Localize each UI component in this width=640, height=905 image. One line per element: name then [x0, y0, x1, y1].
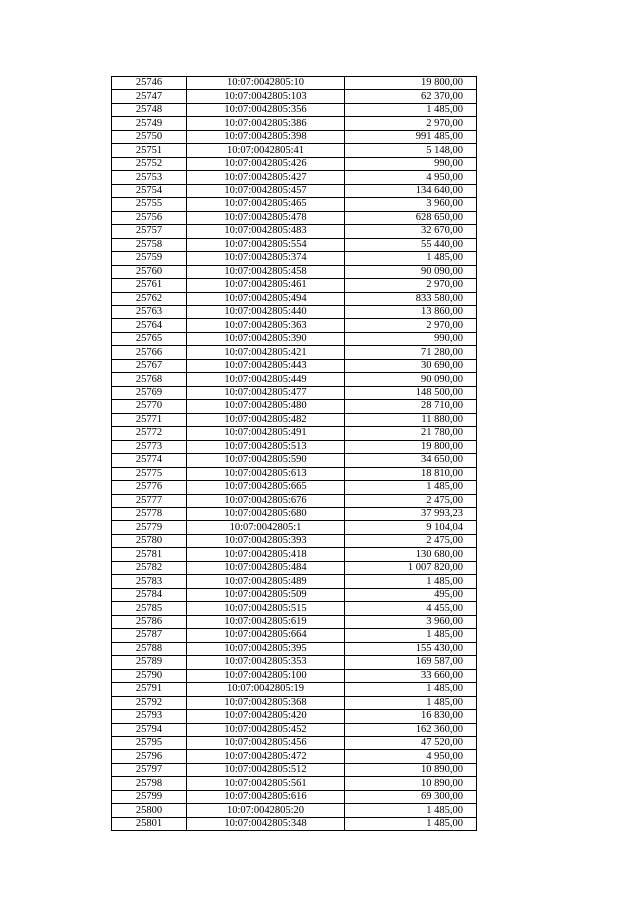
value-cell: 1 485,00: [345, 696, 477, 709]
row-number-cell: 25747: [112, 90, 187, 103]
row-number-cell: 25785: [112, 602, 187, 615]
cadastral-number-cell: 10:07:0042805:680: [187, 508, 345, 521]
row-number-cell: 25795: [112, 736, 187, 749]
row-number-cell: 25766: [112, 346, 187, 359]
table-row: [112, 723, 477, 736]
table-row: [112, 427, 477, 440]
cadastral-number-cell: 10:07:0042805:41: [187, 144, 345, 157]
cadastral-number-cell: 10:07:0042805:676: [187, 494, 345, 507]
cadastral-number-cell: 10:07:0042805:363: [187, 319, 345, 332]
row-number-cell: 25784: [112, 588, 187, 601]
cadastral-number-cell: 10:07:0042805:390: [187, 332, 345, 345]
row-number-cell: 25767: [112, 359, 187, 372]
row-number-cell: 25760: [112, 265, 187, 278]
table-row: [112, 669, 477, 682]
table-row: [112, 629, 477, 642]
value-cell: 69 300,00: [345, 790, 477, 803]
value-cell: 495,00: [345, 588, 477, 601]
row-number-cell: 25756: [112, 211, 187, 224]
cadastral-number-cell: 10:07:0042805:665: [187, 481, 345, 494]
table-row: [112, 373, 477, 386]
value-cell: 3 960,00: [345, 615, 477, 628]
value-cell: 2 475,00: [345, 534, 477, 547]
value-cell: 4 950,00: [345, 750, 477, 763]
value-cell: 1 007 820,00: [345, 561, 477, 574]
value-cell: 47 520,00: [345, 736, 477, 749]
row-number-cell: 25782: [112, 561, 187, 574]
table-row: [112, 642, 477, 655]
table-row: [112, 332, 477, 345]
cadastral-number-cell: 10:07:0042805:421: [187, 346, 345, 359]
cadastral-number-cell: 10:07:0042805:443: [187, 359, 345, 372]
table-body: [112, 77, 477, 831]
cadastral-number-cell: 10:07:0042805:452: [187, 723, 345, 736]
value-cell: 33 660,00: [345, 669, 477, 682]
value-cell: 833 580,00: [345, 292, 477, 305]
table-row: [112, 211, 477, 224]
row-number-cell: 25762: [112, 292, 187, 305]
value-cell: 30 690,00: [345, 359, 477, 372]
table-row: [112, 467, 477, 480]
table-row: [112, 696, 477, 709]
cadastral-number-cell: 10:07:0042805:472: [187, 750, 345, 763]
table-row: [112, 413, 477, 426]
value-cell: 1 485,00: [345, 575, 477, 588]
value-cell: 90 090,00: [345, 265, 477, 278]
cadastral-number-cell: 10:07:0042805:491: [187, 427, 345, 440]
row-number-cell: 25751: [112, 144, 187, 157]
value-cell: 10 890,00: [345, 777, 477, 790]
table-row: [112, 710, 477, 723]
cadastral-number-cell: 10:07:0042805:374: [187, 252, 345, 265]
cadastral-number-cell: 10:07:0042805:613: [187, 467, 345, 480]
row-number-cell: 25763: [112, 305, 187, 318]
row-number-cell: 25801: [112, 817, 187, 830]
cadastral-number-cell: 10:07:0042805:509: [187, 588, 345, 601]
table-row: [112, 144, 477, 157]
value-cell: 2 970,00: [345, 319, 477, 332]
cadastral-value-table: [111, 76, 477, 831]
table-row: [112, 386, 477, 399]
table-row: [112, 602, 477, 615]
row-number-cell: 25769: [112, 386, 187, 399]
table-row: [112, 400, 477, 413]
table-row: [112, 103, 477, 116]
row-number-cell: 25774: [112, 454, 187, 467]
table-row: [112, 763, 477, 776]
value-cell: 11 880,00: [345, 413, 477, 426]
cadastral-number-cell: 10:07:0042805:515: [187, 602, 345, 615]
row-number-cell: 25799: [112, 790, 187, 803]
value-cell: 148 500,00: [345, 386, 477, 399]
table-row: [112, 683, 477, 696]
row-number-cell: 25748: [112, 103, 187, 116]
value-cell: 18 810,00: [345, 467, 477, 480]
value-cell: 55 440,00: [345, 238, 477, 251]
row-number-cell: 25753: [112, 171, 187, 184]
value-cell: 62 370,00: [345, 90, 477, 103]
row-number-cell: 25792: [112, 696, 187, 709]
table-row: [112, 656, 477, 669]
table-row: [112, 750, 477, 763]
value-cell: 34 650,00: [345, 454, 477, 467]
value-cell: 90 090,00: [345, 373, 477, 386]
table-row: [112, 359, 477, 372]
cadastral-number-cell: 10:07:0042805:426: [187, 157, 345, 170]
table-row: [112, 454, 477, 467]
cadastral-number-cell: 10:07:0042805:590: [187, 454, 345, 467]
row-number-cell: 25755: [112, 198, 187, 211]
value-cell: 16 830,00: [345, 710, 477, 723]
value-cell: 991 485,00: [345, 130, 477, 143]
cadastral-number-cell: 10:07:0042805:427: [187, 171, 345, 184]
table-row: [112, 184, 477, 197]
table-row: [112, 615, 477, 628]
table-row: [112, 440, 477, 453]
table-row: [112, 346, 477, 359]
value-cell: 10 890,00: [345, 763, 477, 776]
table-row: [112, 319, 477, 332]
cadastral-number-cell: 10:07:0042805:480: [187, 400, 345, 413]
row-number-cell: 25764: [112, 319, 187, 332]
table-row: [112, 157, 477, 170]
value-cell: 1 485,00: [345, 481, 477, 494]
value-cell: 1 485,00: [345, 804, 477, 817]
table-row: [112, 508, 477, 521]
row-number-cell: 25779: [112, 521, 187, 534]
table-row: [112, 494, 477, 507]
value-cell: 990,00: [345, 157, 477, 170]
value-cell: 9 104,04: [345, 521, 477, 534]
value-cell: 19 800,00: [345, 440, 477, 453]
row-number-cell: 25798: [112, 777, 187, 790]
row-number-cell: 25790: [112, 669, 187, 682]
value-cell: 1 485,00: [345, 817, 477, 830]
cadastral-number-cell: 10:07:0042805:457: [187, 184, 345, 197]
row-number-cell: 25754: [112, 184, 187, 197]
value-cell: 2 475,00: [345, 494, 477, 507]
table-row: [112, 90, 477, 103]
table-row: [112, 521, 477, 534]
table-row: [112, 804, 477, 817]
table-row: [112, 265, 477, 278]
cadastral-number-cell: 10:07:0042805:356: [187, 103, 345, 116]
cadastral-number-cell: 10:07:0042805:465: [187, 198, 345, 211]
value-cell: 1 485,00: [345, 252, 477, 265]
value-cell: 21 780,00: [345, 427, 477, 440]
cadastral-number-cell: 10:07:0042805:494: [187, 292, 345, 305]
row-number-cell: 25794: [112, 723, 187, 736]
row-number-cell: 25778: [112, 508, 187, 521]
table-row: [112, 548, 477, 561]
cadastral-number-cell: 10:07:0042805:386: [187, 117, 345, 130]
cadastral-number-cell: 10:07:0042805:561: [187, 777, 345, 790]
row-number-cell: 25780: [112, 534, 187, 547]
table-row: [112, 817, 477, 830]
value-cell: 3 960,00: [345, 198, 477, 211]
table-row: [112, 225, 477, 238]
cadastral-number-cell: 10:07:0042805:418: [187, 548, 345, 561]
cadastral-number-cell: 10:07:0042805:483: [187, 225, 345, 238]
row-number-cell: 25791: [112, 683, 187, 696]
row-number-cell: 25772: [112, 427, 187, 440]
cadastral-number-cell: 10:07:0042805:461: [187, 279, 345, 292]
table-row: [112, 77, 477, 90]
table-row: [112, 790, 477, 803]
cadastral-number-cell: 10:07:0042805:489: [187, 575, 345, 588]
row-number-cell: 25773: [112, 440, 187, 453]
value-cell: 1 485,00: [345, 683, 477, 696]
value-cell: 628 650,00: [345, 211, 477, 224]
cadastral-number-cell: 10:07:0042805:19: [187, 683, 345, 696]
cadastral-number-cell: 10:07:0042805:348: [187, 817, 345, 830]
value-cell: 1 485,00: [345, 629, 477, 642]
value-cell: 130 680,00: [345, 548, 477, 561]
cadastral-number-cell: 10:07:0042805:456: [187, 736, 345, 749]
cadastral-number-cell: 10:07:0042805:10: [187, 77, 345, 90]
value-cell: 37 993,23: [345, 508, 477, 521]
cadastral-number-cell: 10:07:0042805:20: [187, 804, 345, 817]
value-cell: 169 587,00: [345, 656, 477, 669]
cadastral-number-cell: 10:07:0042805:398: [187, 130, 345, 143]
cadastral-number-cell: 10:07:0042805:100: [187, 669, 345, 682]
row-number-cell: 25761: [112, 279, 187, 292]
row-number-cell: 25788: [112, 642, 187, 655]
value-cell: 1 485,00: [345, 103, 477, 116]
table-row: [112, 292, 477, 305]
row-number-cell: 25787: [112, 629, 187, 642]
row-number-cell: 25797: [112, 763, 187, 776]
row-number-cell: 25783: [112, 575, 187, 588]
value-cell: 71 280,00: [345, 346, 477, 359]
table-row: [112, 777, 477, 790]
table-row: [112, 575, 477, 588]
cadastral-number-cell: 10:07:0042805:368: [187, 696, 345, 709]
cadastral-number-cell: 10:07:0042805:512: [187, 763, 345, 776]
row-number-cell: 25759: [112, 252, 187, 265]
row-number-cell: 25800: [112, 804, 187, 817]
cadastral-number-cell: 10:07:0042805:393: [187, 534, 345, 547]
row-number-cell: 25768: [112, 373, 187, 386]
cadastral-number-cell: 10:07:0042805:103: [187, 90, 345, 103]
row-number-cell: 25793: [112, 710, 187, 723]
table-row: [112, 534, 477, 547]
cadastral-number-cell: 10:07:0042805:513: [187, 440, 345, 453]
table-row: [112, 561, 477, 574]
cadastral-number-cell: 10:07:0042805:477: [187, 386, 345, 399]
value-cell: 19 800,00: [345, 77, 477, 90]
value-cell: 2 970,00: [345, 279, 477, 292]
table-row: [112, 305, 477, 318]
cadastral-number-cell: 10:07:0042805:484: [187, 561, 345, 574]
table-row: [112, 198, 477, 211]
row-number-cell: 25776: [112, 481, 187, 494]
row-number-cell: 25786: [112, 615, 187, 628]
cadastral-number-cell: 10:07:0042805:458: [187, 265, 345, 278]
table-row: [112, 588, 477, 601]
table-row: [112, 130, 477, 143]
cadastral-number-cell: 10:07:0042805:478: [187, 211, 345, 224]
table-row: [112, 252, 477, 265]
cadastral-number-cell: 10:07:0042805:1: [187, 521, 345, 534]
value-cell: 32 670,00: [345, 225, 477, 238]
row-number-cell: 25781: [112, 548, 187, 561]
value-cell: 2 970,00: [345, 117, 477, 130]
table-row: [112, 238, 477, 251]
cadastral-number-cell: 10:07:0042805:664: [187, 629, 345, 642]
row-number-cell: 25796: [112, 750, 187, 763]
value-cell: 162 360,00: [345, 723, 477, 736]
value-cell: 990,00: [345, 332, 477, 345]
table-row: [112, 279, 477, 292]
cadastral-number-cell: 10:07:0042805:449: [187, 373, 345, 386]
value-cell: 5 148,00: [345, 144, 477, 157]
row-number-cell: 25758: [112, 238, 187, 251]
row-number-cell: 25789: [112, 656, 187, 669]
row-number-cell: 25750: [112, 130, 187, 143]
cadastral-number-cell: 10:07:0042805:440: [187, 305, 345, 318]
row-number-cell: 25775: [112, 467, 187, 480]
value-cell: 4 950,00: [345, 171, 477, 184]
value-cell: 155 430,00: [345, 642, 477, 655]
value-cell: 13 860,00: [345, 305, 477, 318]
cadastral-number-cell: 10:07:0042805:395: [187, 642, 345, 655]
table-row: [112, 736, 477, 749]
table-row: [112, 117, 477, 130]
row-number-cell: 25752: [112, 157, 187, 170]
row-number-cell: 25749: [112, 117, 187, 130]
table-row: [112, 481, 477, 494]
row-number-cell: 25765: [112, 332, 187, 345]
value-cell: 134 640,00: [345, 184, 477, 197]
cadastral-number-cell: 10:07:0042805:482: [187, 413, 345, 426]
cadastral-number-cell: 10:07:0042805:616: [187, 790, 345, 803]
cadastral-number-cell: 10:07:0042805:353: [187, 656, 345, 669]
value-cell: 28 710,00: [345, 400, 477, 413]
cadastral-number-cell: 10:07:0042805:554: [187, 238, 345, 251]
row-number-cell: 25757: [112, 225, 187, 238]
row-number-cell: 25770: [112, 400, 187, 413]
row-number-cell: 25771: [112, 413, 187, 426]
cadastral-number-cell: 10:07:0042805:619: [187, 615, 345, 628]
table-row: [112, 171, 477, 184]
cadastral-number-cell: 10:07:0042805:420: [187, 710, 345, 723]
row-number-cell: 25746: [112, 77, 187, 90]
row-number-cell: 25777: [112, 494, 187, 507]
value-cell: 4 455,00: [345, 602, 477, 615]
